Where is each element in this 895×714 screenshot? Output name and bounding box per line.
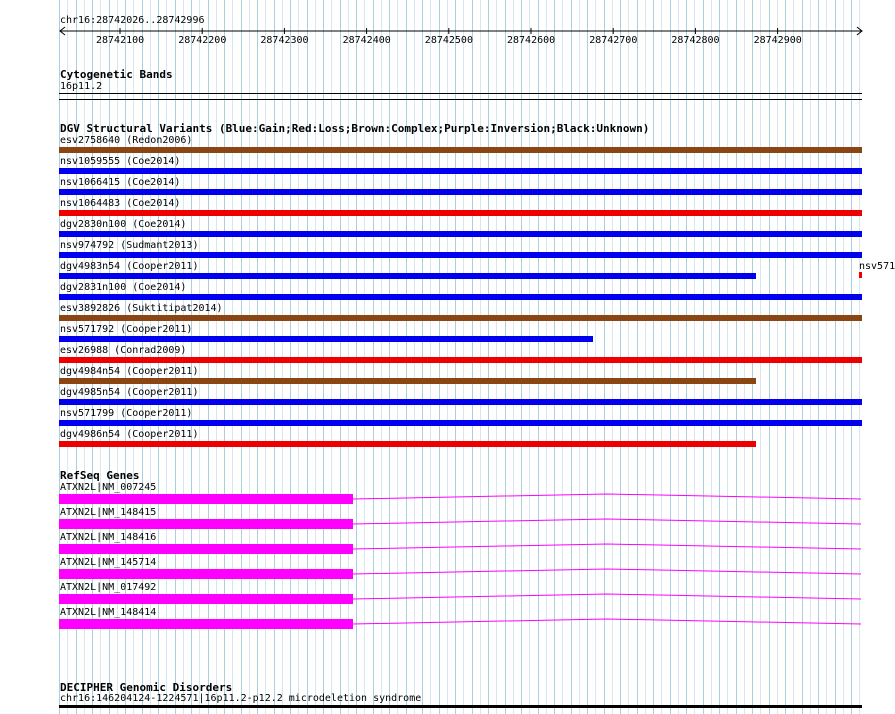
dgv-variant-bar[interactable] [59, 378, 756, 384]
dgv-variant-bar[interactable] [59, 399, 862, 405]
dgv-variant-bar[interactable] [59, 231, 862, 237]
refseq-gene-intron[interactable] [353, 492, 862, 504]
cytoband-line-top [59, 93, 862, 94]
refseq-gene-exon[interactable] [59, 494, 353, 504]
refseq-gene-label[interactable]: ATXN2L|NM_148415 [60, 507, 157, 518]
dgv-variant-label[interactable]: dgv4984n54 (Cooper2011) [60, 366, 199, 377]
ruler-location: chr16:28742026..28742996 [60, 15, 205, 26]
dgv-variant-label[interactable]: esv3892826 (Suktitipat2014) [60, 303, 223, 314]
refseq-gene-label[interactable]: ATXN2L|NM_148416 [60, 532, 157, 543]
refseq-gene-label[interactable]: ATXN2L|NM_007245 [60, 482, 157, 493]
cytoband-label[interactable]: 16p11.2 [60, 81, 103, 92]
decipher-feature-bar[interactable] [59, 705, 862, 708]
dgv-variant-bar[interactable] [59, 252, 862, 258]
refseq-gene-label[interactable]: ATXN2L|NM_017492 [60, 582, 157, 593]
dgv-variant-label[interactable]: dgv4986n54 (Cooper2011) [60, 429, 199, 440]
refseq-gene-intron[interactable] [353, 567, 862, 579]
ruler-tick-label: 28742400 [342, 35, 391, 46]
dgv-variant-label[interactable]: nsv1059555 (Coe2014) [60, 156, 181, 167]
ruler-tick-label: 28742500 [424, 35, 473, 46]
ruler-tick-label: 28742800 [671, 35, 720, 46]
dgv-variant-label[interactable]: nsv974792 (Sudmant2013) [60, 240, 199, 251]
dgv-variant-label[interactable]: dgv4985n54 (Cooper2011) [60, 387, 199, 398]
dgv-variant-bar[interactable] [59, 294, 862, 300]
refseq-gene-exon[interactable] [59, 619, 353, 629]
refseq-track-title[interactable]: RefSeq Genes [60, 469, 140, 482]
refseq-gene-exon[interactable] [59, 569, 353, 579]
ruler-tick-label: 28742600 [507, 35, 556, 46]
dgv-variant-label[interactable]: dgv4983n54 (Cooper2011) [60, 261, 199, 272]
refseq-gene-label[interactable]: ATXN2L|NM_148414 [60, 607, 157, 618]
refseq-gene-exon[interactable] [59, 519, 353, 529]
refseq-gene-label[interactable]: ATXN2L|NM_145714 [60, 557, 157, 568]
ruler-tick-label: 28742200 [178, 35, 227, 46]
decipher-item-label[interactable]: chr16:146204124-1224571|16p11.2-p12.2 microdeletion syndrome [60, 693, 422, 704]
dgv-edge-label[interactable]: nsv571 [859, 261, 895, 272]
dgv-variant-bar[interactable] [59, 210, 862, 216]
dgv-variant-bar[interactable] [59, 336, 593, 342]
refseq-gene-intron[interactable] [353, 592, 862, 604]
ruler-tick-label: 28742100 [96, 35, 145, 46]
cytoband-line-bottom [59, 99, 862, 100]
dgv-variant-bar[interactable] [59, 315, 862, 321]
dgv-variant-bar[interactable] [59, 273, 756, 279]
dgv-variant-bar[interactable] [59, 357, 862, 363]
refseq-gene-exon[interactable] [59, 544, 353, 554]
dgv-variant-label[interactable]: nsv571792 (Cooper2011) [60, 324, 193, 335]
refseq-gene-exon[interactable] [59, 594, 353, 604]
dgv-variant-bar[interactable] [59, 147, 862, 153]
ruler-tick-label: 28742900 [753, 35, 802, 46]
refseq-gene-intron[interactable] [353, 542, 862, 554]
dgv-variant-label[interactable]: esv26988 (Conrad2009) [60, 345, 187, 356]
ruler-tick-label: 28742700 [589, 35, 638, 46]
refseq-gene-intron[interactable] [353, 517, 862, 529]
dgv-variant-bar[interactable] [59, 168, 862, 174]
dgv-variant-label[interactable]: nsv571799 (Cooper2011) [60, 408, 193, 419]
decipher-track-title[interactable]: DECIPHER Genomic Disorders [60, 681, 233, 694]
cytoband-track-title[interactable]: Cytogenetic Bands [60, 68, 173, 81]
dgv-variant-bar[interactable] [59, 420, 862, 426]
dgv-variant-label[interactable]: nsv1064483 (Coe2014) [60, 198, 181, 209]
dgv-variant-label[interactable]: dgv2830n100 (Coe2014) [60, 219, 187, 230]
dgv-edge-feature[interactable] [859, 272, 862, 278]
dgv-variant-bar[interactable] [59, 441, 756, 447]
dgv-variant-label[interactable]: dgv2831n100 (Coe2014) [60, 282, 187, 293]
refseq-gene-intron[interactable] [353, 617, 862, 629]
dgv-variant-label[interactable]: esv2758640 (Redon2006) [60, 135, 193, 146]
ruler-tick-label: 28742300 [260, 35, 309, 46]
dgv-track-title[interactable]: DGV Structural Variants (Blue:Gain;Red:Loss;Brown:Complex;Purple:Inversion;Black:Unknown) [60, 122, 650, 135]
dgv-variant-bar[interactable] [59, 189, 862, 195]
ruler-tick-labels [0, 35, 890, 49]
dgv-variant-label[interactable]: nsv1066415 (Coe2014) [60, 177, 181, 188]
